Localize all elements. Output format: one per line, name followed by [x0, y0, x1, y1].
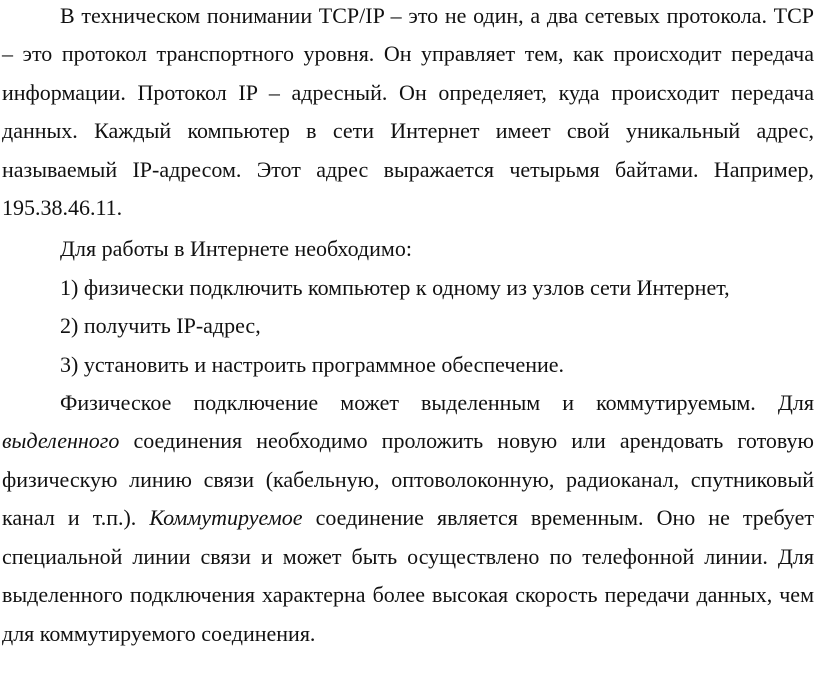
list-item-1: 1) физически подключить компьютер к одному из узлов сети Интернет,: [60, 274, 730, 300]
list-item-3: 3) установить и настроить программное обеспечение.: [60, 351, 565, 377]
emphasis-switched: Коммутируемое: [149, 505, 303, 531]
paragraph-connection-types: [2, 384, 814, 653]
paragraph-requirements-intro: Для работы в Интернете необходимо:: [60, 236, 412, 262]
text-segment: Физическое подключение может выделенным и коммутируемым. Для: [60, 390, 814, 416]
paragraph-tcp-ip: В техническом понимании TCP/IP – это не один, а два сетевых протокола. TCP – это протокол транспортного уровня. Он управляет тем, как происходит передача информации. Протокол IP – адресный. Он определяет, куда происходит передача данных. Каждый компьютер в сети Интернет имеет свой уникальный адрес, называемый IP-адресом. Этот адрес выражается четырьмя байтами. Например, 195.38.46.11.: [2, 3, 814, 221]
list-item-2: 2) получить IP-адрес,: [60, 313, 261, 339]
text-segment: соединение является временным. Оно не требует специальной линии связи и может быть осуществлено по телефонной линии. Для выделенного подключения характерна более высокая скорость передачи данных, чем для коммутируемого соединения.: [2, 505, 814, 646]
text-segment: соединения необходимо проложить новую или арендовать готовую физическую линию связи (кабельную, оптоволоконную, радиоканал, спутниковый канал и т.п.).: [2, 428, 814, 531]
emphasis-dedicated: выделенного: [2, 428, 120, 454]
